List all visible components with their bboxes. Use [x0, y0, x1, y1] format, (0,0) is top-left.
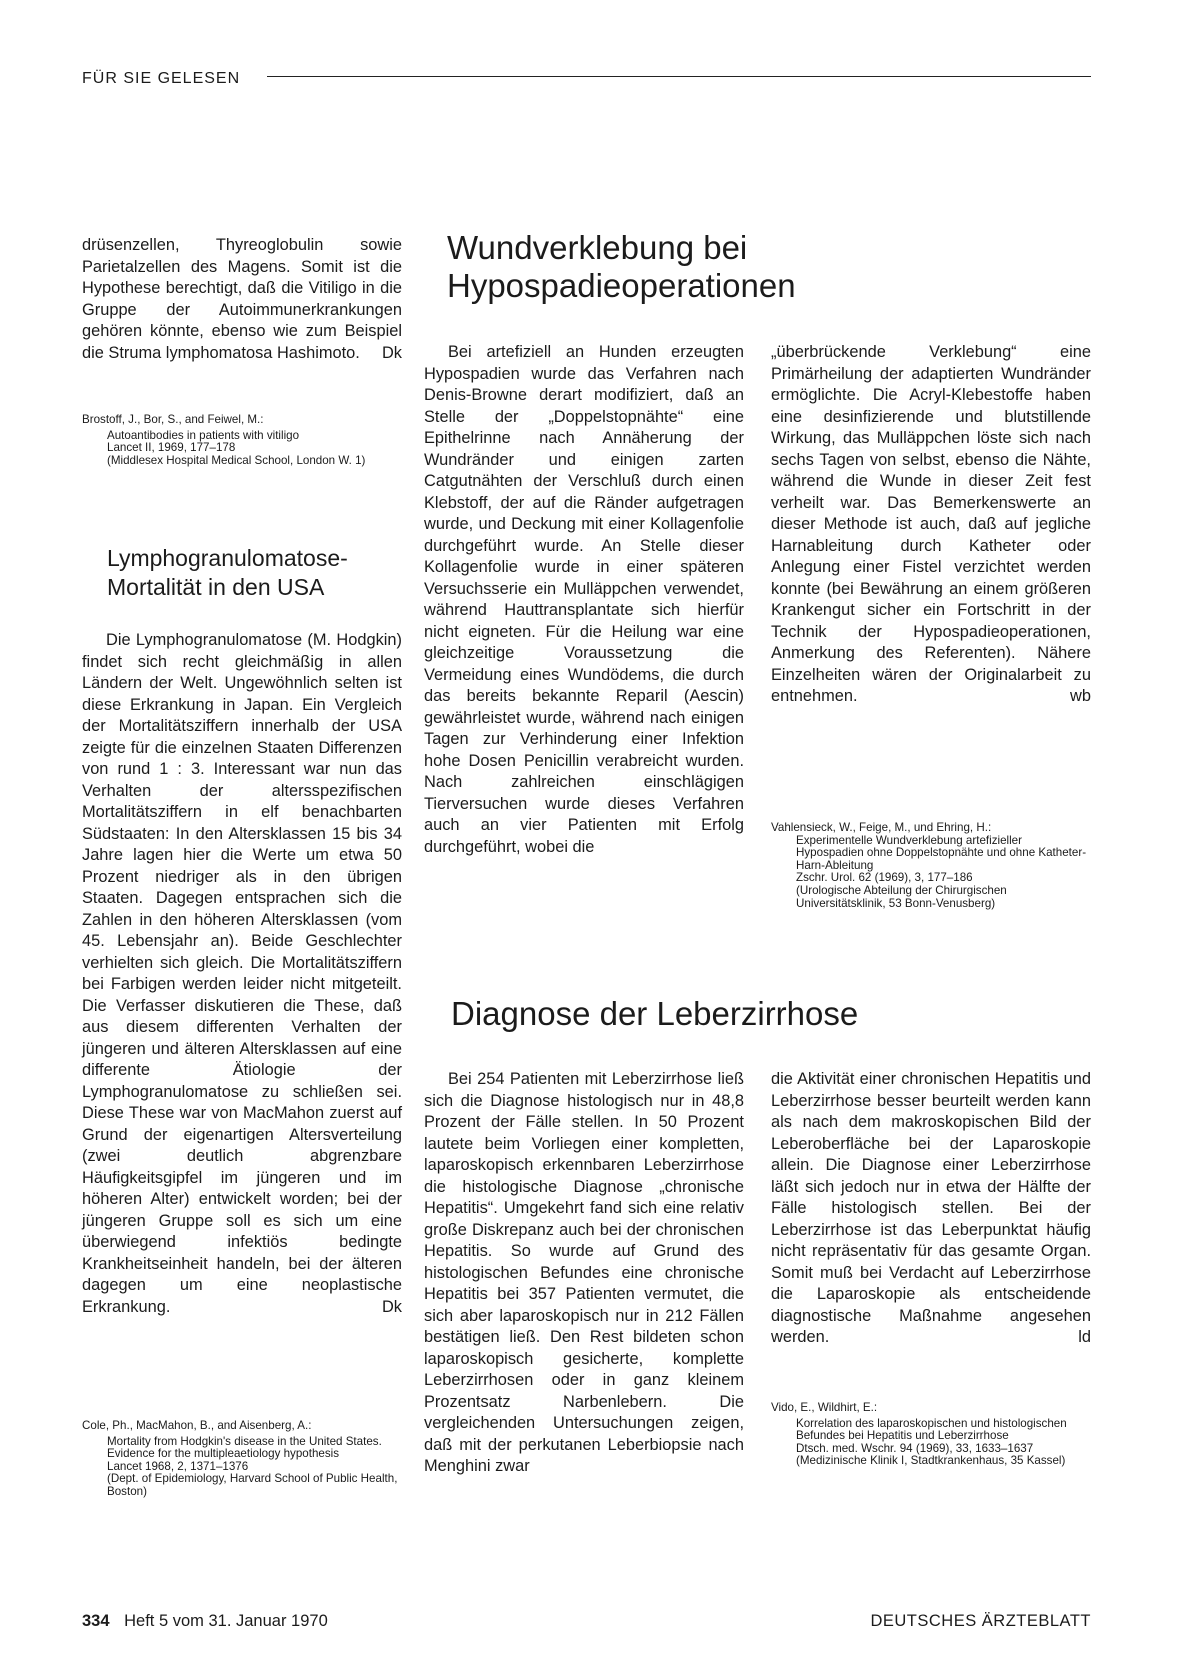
ref-journal: Zschr. Urol. 62 (1969), 3, 177–186 [796, 871, 973, 885]
footer-left [82, 1612, 328, 1631]
article-signature: wb [1070, 687, 1091, 705]
ref-journal: Dtsch. med. Wschr. 94 (1969), 33, 1633–1637 [796, 1441, 1034, 1455]
title-line-2: Mortalität in den USA [107, 574, 325, 600]
article-text-right: „überbrückende Verklebung“ eine Primärheilung der adaptierten Wundränder ermöglichte. Die Acryl-Klebestoffe haben eine desinfizierende und blutstillende Wirkung, das Mulläppchen löste sich nach sechs Tagen von selbst, ebenso die Nähte, während die Wunde in dieser Zeit fest verheilt war. Das Bemerkenswerte an dieser Methode ist auch, daß auf jegliche Harnableitung durch Katheter oder Anlegung einer Fistel verzichtet werden konnte (bei Bewährung an einem größeren Krankengut sicher ein Fortschritt in der Technik der Hypospadieoperationen, Anmerkung des Referenten). Nähere Einzelheiten wären der Originalarbeit zu entnehmen. [771, 343, 1091, 705]
continuation-text: drüsenzellen, Thyreoglobulin sowie Parietalzellen des Magens. Somit ist die Hypothese berechtigt, daß die Vitiligo in die Gruppe der Autoimmunerkrankungen gehören könnte, ebenso wie zum Beispiel die Struma lymphomatosa Hashimoto. [82, 236, 402, 362]
article-text-right: die Aktivität einer chronischen Hepatitis und Leberzirrhose besser beurteilt werden kann als nach dem makroskopischen Bild der Leberoberfläche bei der Laparoskopie allein. Die Diagnose einer Leberzirrhose läßt sich jedoch nur in etwa der Hälfte der Fälle histologisch stellen. Bei der Leberzirrhose ist das Leberpunktat häufig nicht repräsentativ für das gesamte Organ. Somit muß bei Verdacht auf Leberzirrhose die Laparoskopie als entscheidende diagnostische Maßnahme angesehen werden. [771, 1070, 1091, 1346]
ref-journal: Lancet II, 1969, 177–178 [107, 441, 236, 455]
article-signature: ld [1078, 1328, 1091, 1346]
ref-title: Korrelation des laparoskopischen und histologischen Befundes bei Hepatitis und Leberzirrhose [796, 1416, 1067, 1443]
ref-title: Autoantibodies in patients with vitiligo [107, 428, 300, 442]
ref-journal: Lancet 1968, 2, 1371–1376 [107, 1459, 249, 1473]
reference-vahlensieck [771, 822, 1091, 910]
title-line-1: Wundverklebung bei [447, 229, 748, 266]
article-a-right-column [771, 342, 1091, 708]
reference-brostoff [82, 414, 402, 467]
article-body-lymphogranulomatose [82, 630, 402, 1318]
ref-title: Mortality from Hodgkin's disease in the United States. Evidence for the multipleaetiology hypothesis [107, 1434, 382, 1461]
ref-institution: (Dept. of Epidemiology, Harvard School of Public Health, Boston) [107, 1472, 398, 1498]
section-label: FÜR SIE GELESEN [82, 70, 241, 87]
article-b-left-column [424, 1069, 744, 1478]
header-rule [267, 76, 1091, 77]
ref-title: Experimentelle Wundverklebung artefizieller Hypospadien ohne Doppelstopnähte und ohne Katheter-Harn-Ableitung [796, 833, 1087, 872]
article-a-left-column [424, 342, 744, 858]
article-b-right-column [771, 1069, 1091, 1349]
title-line-2: Hypospadieoperationen [447, 267, 796, 304]
article-signature: Dk [381, 1297, 402, 1316]
continuation-signature: Dk [381, 343, 402, 362]
ref-institution: (Medizinische Klinik I, Stadtkrankenhaus, 35 Kassel) [796, 1454, 1066, 1468]
ref-authors: Vido, E., Wildhirt, E.: [771, 1401, 878, 1414]
ref-authors: Cole, Ph., MacMahon, B., and Aisenberg, A.: [82, 1419, 312, 1432]
ref-institution: (Urologische Abteilung der Chirurgischen Universitätsklinik, 53 Bonn-Venusberg) [796, 883, 1007, 910]
col1-continuation [82, 235, 402, 364]
article-title-lymphogranulomatose [107, 544, 407, 602]
article-text: Die Lymphogranulomatose (M. Hodgkin) findet sich recht gleichmäßig in allen Ländern der Welt. Ungewöhnlich selten ist diese Erkrankung in Japan. Ein Vergleich der Mortalitätsziffern innerhalb der USA zeigte für die einzelnen Staaten Differenzen von rund 1 : 3. Interessant war nun das Verhalten der altersspezifischen Mortalitätsziffern in elf benachbarten Südstaaten: In den Altersklassen 15 bis 34 Jahre lagen hier die Werte um etwa 50 Prozent niedriger als in den übrigen Staaten. Dagegen entsprachen sich die Zahlen in den höheren Altersklassen (vom 45. Lebensjahr an). Beide Geschlechter verhielten sich gleich. Die Mortalitätsziffern bei Farbigen werden leider nicht mitgeteilt. Die Verfasser diskutieren die These, daß aus diesem differenten Verhalten der jüngeren und älteren Altersklassen auf eine differente Ätiologie der Lymphogranulomatose zu schließen sei. Diese These war von MacMahon zuerst auf Grund der eigenartigen Altersverteilung (zwei deutlich abgrenzbare Häufigkeitsgipfel im jüngeren und im höheren Alter) entwickelt worden; bei der jüngeren Gruppe soll es sich um eine überwiegend infektiös bedingte Krankheitseinheit handeln, bei der älteren dagegen um eine neoplastische Erkrankung. [82, 631, 402, 1316]
issue-info: Heft 5 vom 31. Januar 1970 [124, 1612, 328, 1630]
article-text-left: Bei 254 Patienten mit Leberzirrhose ließ sich die Diagnose histologisch nur in 48,8 Prozent der Fälle stellen. In 50 Prozent lautete beim Vorliegen einer kompletten, laparoskopisch erkennbaren Leberzirrhose die histologische Diagnose „chronische Hepatitis“. Umgekehrt fand sich eine relativ große Diskrepanz auch bei der chronischen Hepatitis. So wurde auf Grund des histologischen Befundes eine chronische Hepatitis bei 357 Patienten vermutet, die sich aber laparoskopisch nur in 212 Fällen bestätigen ließ. Den Rest bildeten schon laparoskopisch gesicherte, komplette Leberzirrhosen oder in ganz kleinem Prozentsatz Narbenlebern. Die vergleichenden Untersuchungen zeigen, daß mit der perkutanen Leberbiopsie nach Menghini zwar [424, 1070, 744, 1475]
article-title-leberzirrhose: Diagnose der Leberzirrhose [451, 995, 859, 1032]
article-text-left: Bei artefiziell an Hunden erzeugten Hypospadien wurde das Verfahren nach Denis-Browne derart modifiziert, daß an Stelle der „Doppelstopnähte“ eine Epithelrinne nach Annäherung der Wundränder und einigen zarten Catgutnähten der Verschluß durch einen Klebstoff, der auf die Ränder aufgetragen wurde, und Deckung mit einer Kollagenfolie durchgeführt wurde. An Stelle dieser Kollagenfolie wurde in einer späteren Versuchsserie ein Mulläppchen verwendet, während Hauttransplantate sich hierfür nicht eigneten. Für die Heilung war eine gleichzeitige Voraussetzung die Vermeidung eines Wundödems, die durch das bereits bekannte Reparil (Aescin) gewährleistet wurde, während nach einigen Tagen zur Verhinderung einer Infektion hohe Dosen Penicillin verabreicht wurden. Nach zahlreichen einschlägigen Tierversuchen wurde dieses Verfahren auch an vier Patienten mit Erfolg durchgeführt, wobei die [424, 343, 744, 856]
journal-name: DEUTSCHES ÄRZTEBLATT [870, 1612, 1091, 1630]
ref-authors: Vahlensieck, W., Feige, M., und Ehring, H.: [771, 821, 992, 834]
ref-authors: Brostoff, J., Bor, S., and Feiwel, M.: [82, 413, 264, 426]
reference-vido [771, 1402, 1091, 1468]
title-line-1: Lymphogranulomatose- [107, 545, 348, 571]
ref-institution: (Middlesex Hospital Medical School, London W. 1) [107, 453, 366, 467]
page-number: 334 [82, 1612, 110, 1630]
article-title-wundverklebung [447, 229, 947, 305]
reference-cole [82, 1420, 402, 1499]
